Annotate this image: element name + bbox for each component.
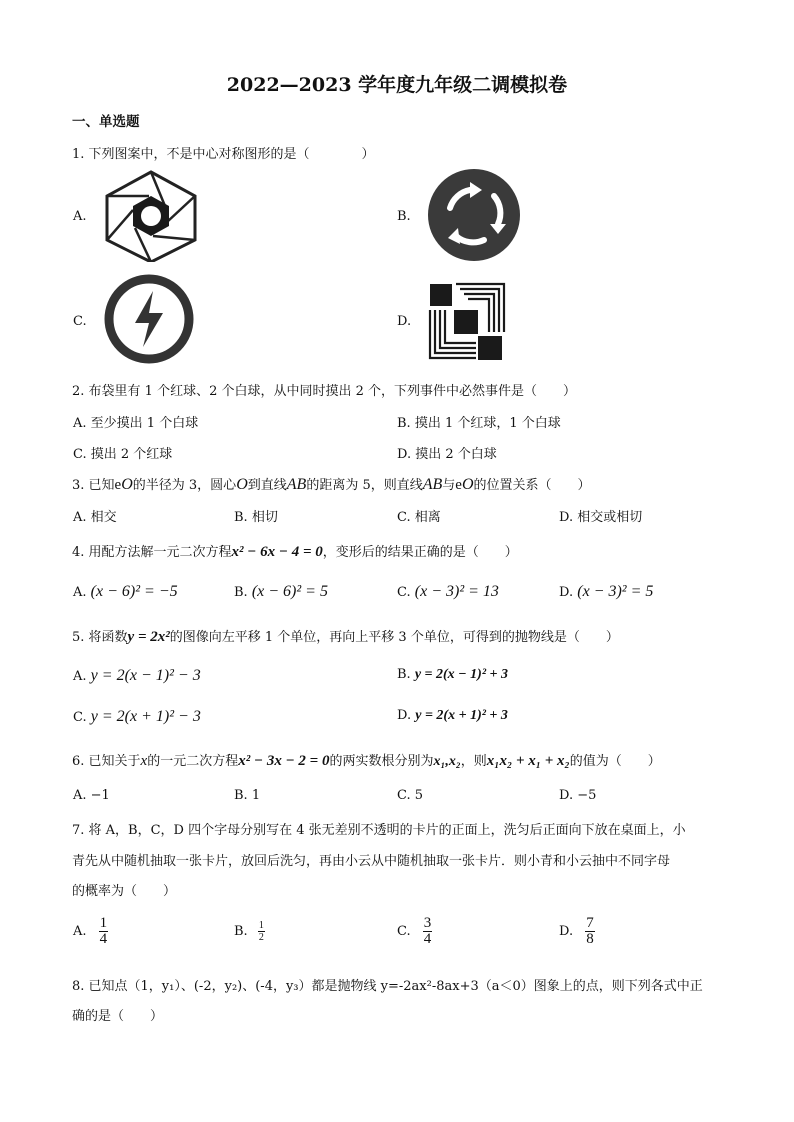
fraction: $\frac{7}{8}$ xyxy=(586,915,594,947)
question-6-stem: 6. 已知关于x的一元二次方程x² − 3x − 2 = 0的两实数根分别为x₁,x₂，则x₁x₂ + x₁ + x₂的值为（ ） xyxy=(72,753,661,769)
question-7-line-3: 的概率为（ ） xyxy=(72,884,177,899)
question-5-stem: 5. 将函数y = 2x²的图像向左平移 1 个单位，再向上平移 3 个单位，可得到的抛物线是（ ） xyxy=(72,629,619,645)
q4-option-d: D. (x − 3)² = 5 xyxy=(559,583,654,600)
lightning-bolt-icon xyxy=(103,273,195,365)
q3-option-c: C. 相离 xyxy=(397,510,441,525)
q6-option-b: B. 1 xyxy=(234,788,261,803)
question-8-line-2: 确的是（ ） xyxy=(72,1009,164,1024)
q5-option-d: D. y = 2(x + 1)² + 3 xyxy=(397,708,508,723)
question-2-stem: 2. 布袋里有 1 个红球、2 个白球，从中同时摸出 2 个，下列事件中必然事件是（ ） xyxy=(72,384,577,399)
q6-option-a: A. −1 xyxy=(73,788,110,803)
question-3-stem: 3. 已知eO的半径为 3，圆心O到直线AB的距离为 5，则直线AB与eO的位置关系（ ） xyxy=(72,476,591,493)
q5-option-b: B. y = 2(x − 1)² + 3 xyxy=(397,667,509,682)
q3-option-b: B. 相切 xyxy=(234,510,278,525)
section-heading: 一、单选题 xyxy=(72,114,140,130)
q7-option-d: D. $\frac{7}{8}$ xyxy=(559,915,594,947)
q5-option-c: C. y = 2(x + 1)² − 3 xyxy=(73,708,201,725)
q4-option-c: C. (x − 3)² = 13 xyxy=(397,583,499,600)
q1-option-b-label: B. xyxy=(397,209,411,224)
q6-option-d: D. −5 xyxy=(559,788,597,803)
q1-option-d-label: D. xyxy=(397,314,412,329)
page-title: 2022—2023 学年度九年级二调模拟卷 xyxy=(226,74,568,96)
q7-option-a: A. $\frac{1}{4}$ xyxy=(73,915,108,947)
q1-option-a-label: A. xyxy=(73,209,87,224)
question-7-line-1: 7. 将 A，B，C，D 四个字母分别写在 4 张无差别不透明的卡片的正面上，洗匀后正面向下放在桌面上，小 xyxy=(72,823,686,838)
fraction: $\frac{3}{4}$ xyxy=(423,915,432,947)
q4-option-b: B. (x − 6)² = 5 xyxy=(234,583,328,600)
q2-option-b: B. 摸出 1 个红球，1 个白球 xyxy=(397,416,561,431)
q3-option-d: D. 相交或相切 xyxy=(559,510,643,525)
checker-stripes-icon xyxy=(426,280,506,362)
q6-option-c: C. 5 xyxy=(397,788,424,803)
hexagon-shutter-icon xyxy=(103,170,199,262)
q7-option-c: C. $\frac{3}{4}$ xyxy=(397,915,432,947)
q3-option-a: A. 相交 xyxy=(73,510,117,525)
question-4-stem: 4. 用配方法解一元二次方程x² − 6x − 4 = 0，变形后的结果正确的是（ ） xyxy=(72,544,518,560)
q7-option-b: B. $\frac{1}{2}$ xyxy=(234,920,264,943)
q4-option-a: A. (x − 6)² = −5 xyxy=(73,583,178,600)
fraction: $\frac{1}{4}$ xyxy=(99,915,108,947)
q1-option-c-label: C. xyxy=(73,314,87,329)
q2-option-a: A. 至少摸出 1 个白球 xyxy=(73,416,199,431)
fraction: $\frac{1}{2}$ xyxy=(258,920,264,943)
question-8-line-1: 8. 已知点（1，y₁）、(-2，y₂)、(-4，y₃）都是抛物线 y=-2ax²-8ax+3（a＜0）图象上的点，则下列各式中正 xyxy=(72,979,703,994)
question-7-line-2: 青先从中随机抽取一张卡片，放回后洗匀，再由小云从中随机抽取一张卡片．则小青和小云抽中不同字母 xyxy=(72,854,671,869)
circular-arrows-icon xyxy=(426,168,522,262)
q2-option-d: D. 摸出 2 个白球 xyxy=(397,447,497,462)
q5-option-a: A. y = 2(x − 1)² − 3 xyxy=(73,667,201,684)
question-1-stem: 1. 下列图案中，不是中心对称图形的是（ ） xyxy=(72,147,375,162)
q2-option-c: C. 摸出 2 个红球 xyxy=(73,447,173,462)
